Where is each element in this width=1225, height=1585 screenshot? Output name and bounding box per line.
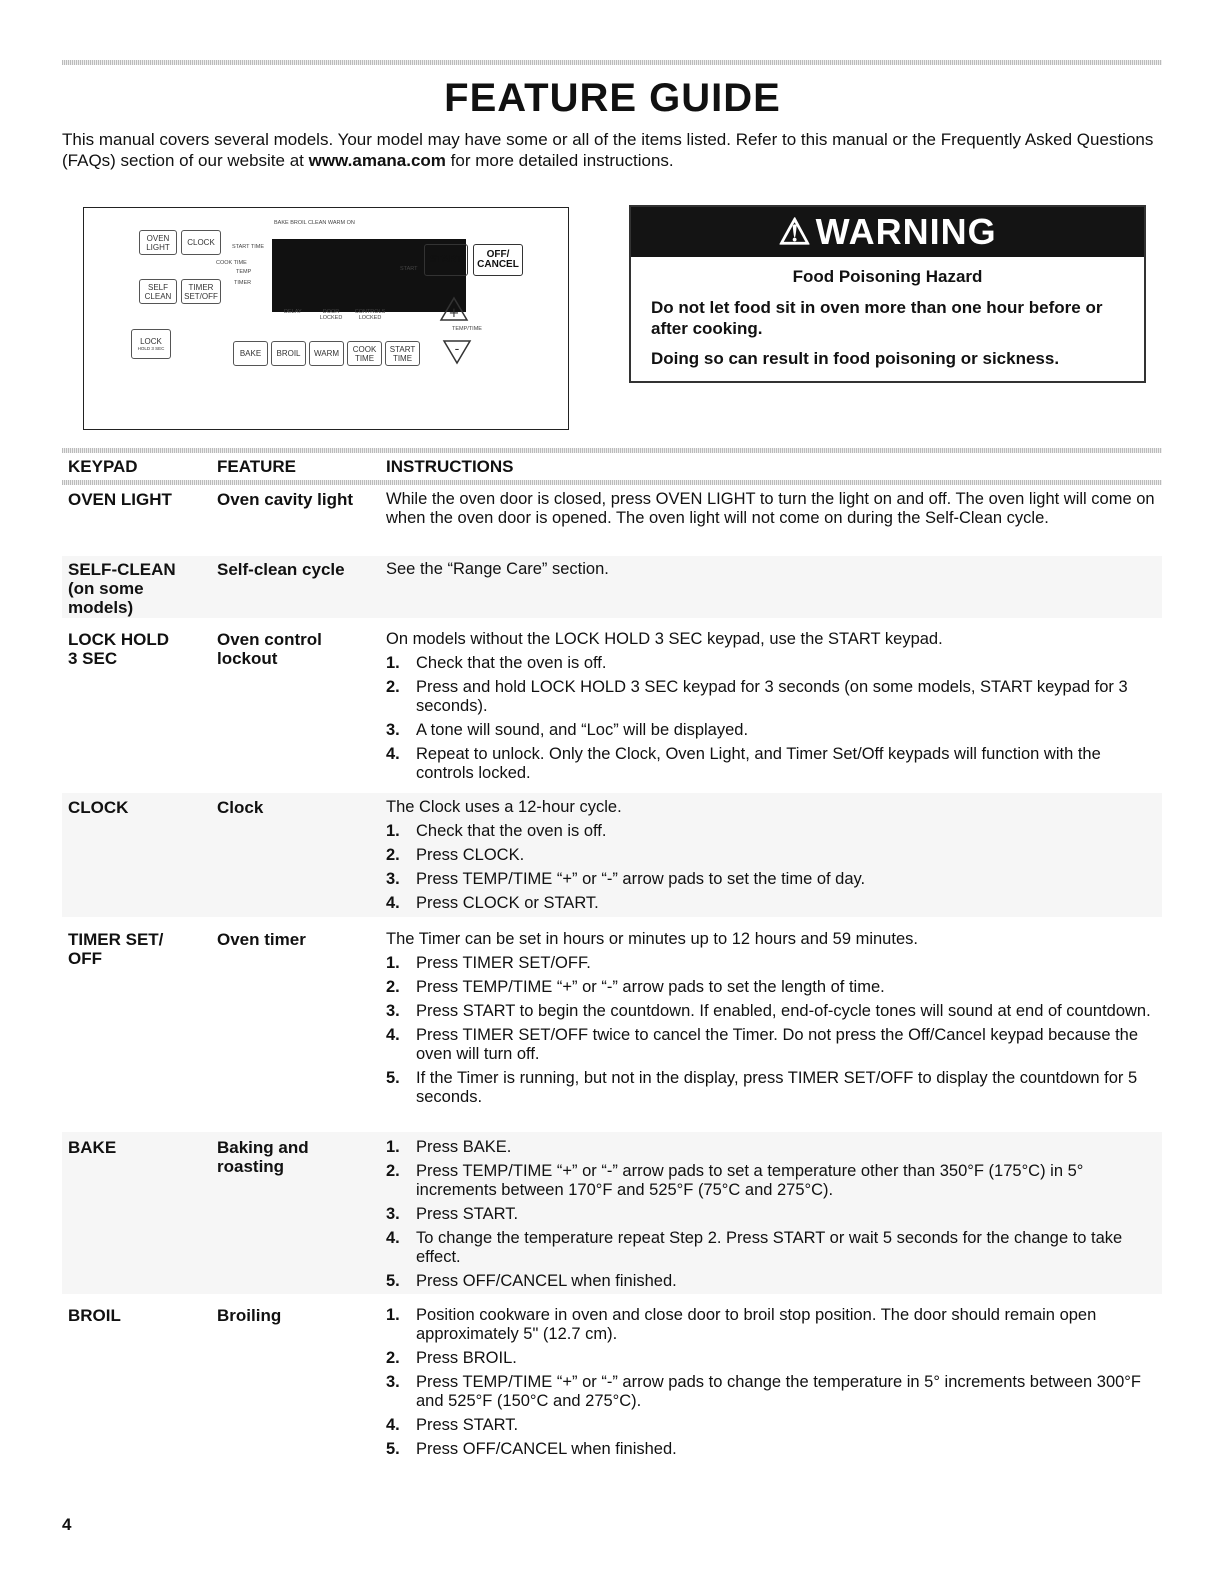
row-instructions (386, 930, 1156, 1112)
instruction-step: 3. Press START to begin the countdown. If enabled, end-of-cycle tones will sound at end of countdown. (386, 1002, 1151, 1020)
table-row (62, 490, 1162, 550)
instruction-step: 4. Press START. (386, 1416, 519, 1434)
start-time-key: START TIME (385, 341, 420, 366)
temp-down-arrow-icon (442, 339, 472, 365)
instruction-step: 2. Press TEMP/TIME “+” or “-” arrow pads to set the length of time. (386, 978, 885, 996)
instruction-step: 2. Press and hold LOCK HOLD 3 SEC keypad for 3 seconds (on some models, START keypad for 3 seconds). (386, 678, 1128, 715)
row-instructions (386, 490, 1156, 533)
header-rule (62, 480, 1162, 485)
instruction-step: 2. Press CLOCK. (386, 846, 525, 864)
warning-triangle-icon: ⚠ (778, 211, 812, 252)
timer-label: TIMER (234, 280, 252, 286)
table-row (62, 630, 1162, 790)
lock-key (131, 329, 171, 359)
bake-key: BAKE (233, 341, 268, 366)
instruction-intro: The Clock uses a 12-hour cycle. (386, 798, 622, 816)
instruction-step: 3. Press START. (386, 1205, 519, 1223)
row-keypad: BAKE (68, 1138, 117, 1157)
instruction-step: 1. Press TIMER SET/OFF. (386, 954, 591, 972)
instruction-step: 5. If the Timer is running, but not in the display, press TIMER SET/OFF to display the countdown for 5 seconds. (386, 1069, 1138, 1106)
door-locked-label: DOOR LOCKED (319, 309, 343, 321)
instruction-step: 4. Press CLOCK or START. (386, 894, 599, 912)
instruction-step: 5. Press OFF/CANCEL when finished. (386, 1440, 677, 1458)
page-title: FEATURE GUIDE (444, 76, 781, 120)
self-clean-key: SELF CLEAN (139, 279, 177, 304)
intro-text-b: for more detailed instructions. (445, 151, 674, 170)
instruction-intro: The Timer can be set in hours or minutes up to 12 hours and 59 minutes. (386, 930, 918, 948)
warning-box (629, 205, 1146, 383)
delay-label: DELAY (284, 309, 302, 315)
row-keypad: OVEN LIGHT (68, 490, 172, 509)
instruction-step: 1. Check that the oven is off. (386, 654, 607, 672)
table-top-rule (62, 448, 1162, 453)
cook-time-label: COOK TIME (216, 260, 247, 266)
intro-text-a: This manual covers several models. Your model may have some or all of the items listed. Refer to this manual or the Frequently Asked Questions (FAQs) section of our website at (62, 130, 1154, 170)
instruction-step: 1. Position cookware in oven and close door to broil stop position. The door should remain open approximately 5" (12.7 cm). (386, 1306, 1097, 1343)
top-rule (62, 60, 1162, 65)
cook-time-key: COOK TIME (347, 341, 382, 366)
instruction-step: 5. Press OFF/CANCEL when finished. (386, 1272, 677, 1290)
instruction-step: 2. Press BROIL. (386, 1349, 517, 1367)
timer-key: TIMER SET/OFF (181, 279, 221, 304)
start-indicator-label: START (400, 266, 418, 272)
row-instructions (386, 560, 1156, 584)
table-row (62, 1132, 1162, 1294)
temp-label: TEMP (236, 269, 252, 275)
row-keypad: CLOCK (68, 798, 129, 817)
warning-subtitle: Food Poisoning Hazard (792, 267, 983, 286)
page-number: 4 (62, 1515, 72, 1534)
instruction-intro: While the oven door is closed, press OVEN LIGHT to turn the light on and off. The oven light will come on when the oven door is opened. The oven light will not come on during the Self-Clean cycle. (386, 490, 1155, 527)
row-feature: Oven control lockout (217, 630, 322, 668)
warning-line-1: Do not let food sit in oven more than one hour before or after cooking. (651, 298, 1103, 338)
instruction-step: 2. Press TEMP/TIME “+” or “-” arrow pads to set a temperature other than 350°F (175°C) in 5° increments between 170°F and 525°F (75°C and 275°C). (386, 1162, 1084, 1199)
lock-key-label: LOCK (140, 337, 162, 346)
instruction-intro: On models without the LOCK HOLD 3 SEC keypad, use the START keypad. (386, 630, 943, 648)
row-keypad: BROIL (68, 1306, 121, 1325)
instruction-step: 4. Repeat to unlock. Only the Clock, Oven Light, and Timer Set/Off keypads will function with the controls locked. (386, 745, 1101, 782)
clock-key: CLOCK (181, 230, 221, 255)
instruction-step: 3. Press TEMP/TIME “+” or “-” arrow pads to set the time of day. (386, 870, 866, 888)
instruction-step: 3. A tone will sound, and “Loc” will be displayed. (386, 721, 749, 739)
row-keypad: TIMER SET/ OFF (68, 930, 164, 968)
broil-key: BROIL (271, 341, 306, 366)
website-link[interactable]: www.amana.com (308, 151, 446, 170)
temp-down-glyph: - (454, 342, 460, 357)
warning-heading: WARNING (815, 211, 997, 252)
warm-key: WARM (309, 341, 344, 366)
row-feature: Broiling (217, 1306, 282, 1325)
table-row (62, 930, 1162, 1130)
warning-header (631, 207, 1144, 257)
row-instructions (386, 1306, 1156, 1464)
table-row (62, 556, 1162, 618)
row-feature: Self-clean cycle (217, 560, 345, 579)
row-instructions (386, 630, 1156, 788)
start-key: START (424, 244, 468, 276)
instruction-step: 4. To change the temperature repeat Step 2. Press START or wait 5 seconds for the change to take effect. (386, 1229, 1123, 1266)
lock-key-sublabel: HOLD 3 SEC (137, 346, 165, 351)
table-row (62, 1306, 1162, 1466)
header-feature: FEATURE (217, 457, 297, 476)
indicator-labels: BAKE BROIL CLEAN WARM ON (274, 220, 355, 226)
temp-up-arrow-icon (439, 296, 469, 322)
table-row (62, 793, 1162, 917)
row-instructions (386, 1138, 1156, 1296)
control-panel-figure (83, 207, 569, 430)
row-feature: Oven cavity light (217, 490, 354, 509)
instruction-step: 1. Press BAKE. (386, 1138, 512, 1156)
header-keypad: KEYPAD (68, 457, 138, 476)
header-instructions: INSTRUCTIONS (386, 457, 514, 476)
temp-up-glyph: + (448, 306, 460, 321)
instruction-step: 3. Press TEMP/TIME “+” or “-” arrow pads to change the temperature in 5° increments between 300°F and 525°F (150°C and 275°C). (386, 1373, 1141, 1410)
warning-line-2: Doing so can result in food poisoning or sickness. (651, 349, 1060, 368)
off-cancel-key: OFF/ CANCEL (473, 244, 523, 276)
instruction-intro: See the “Range Care” section. (386, 560, 609, 578)
row-instructions (386, 798, 1156, 918)
instruction-step: 4. Press TIMER SET/OFF twice to cancel the Timer. Do not press the Off/Cancel keypad because the oven will turn off. (386, 1026, 1139, 1063)
row-keypad: LOCK HOLD 3 SEC (68, 630, 170, 668)
instruction-step: 1. Check that the oven is off. (386, 822, 607, 840)
oven-light-key: OVEN LIGHT (139, 230, 177, 255)
row-feature: Baking and roasting (217, 1138, 309, 1176)
row-feature: Oven timer (217, 930, 306, 949)
temp-time-label: TEMP/TIME (452, 326, 482, 332)
start-time-label: START TIME (232, 244, 264, 250)
row-feature: Clock (217, 798, 264, 817)
row-keypad: SELF-CLEAN (on some models) (68, 560, 176, 617)
intro-paragraph (62, 129, 1162, 171)
controls-locked-label: CONTROLS LOCKED (354, 309, 386, 321)
